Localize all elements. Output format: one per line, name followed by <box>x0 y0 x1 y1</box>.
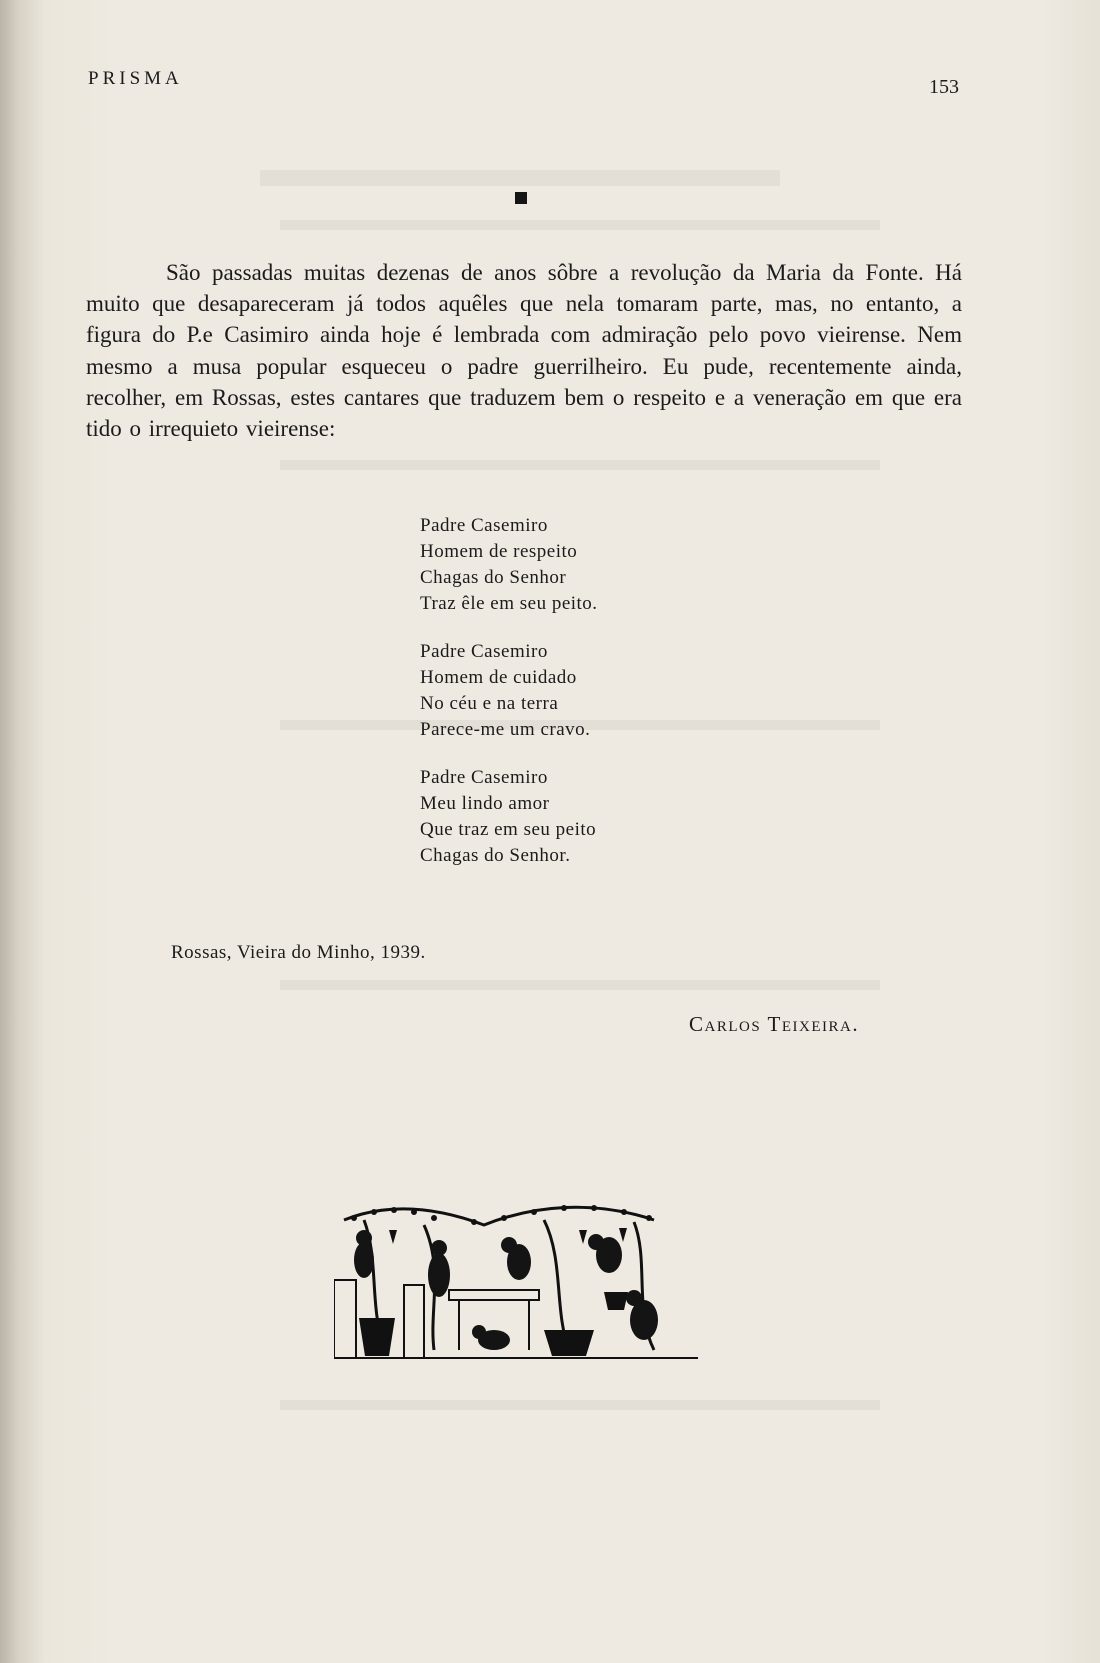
poem-stanza <box>420 765 598 869</box>
page-number: 153 <box>929 76 959 98</box>
poem-stanza <box>420 513 598 617</box>
poem-verse: Que traz em seu peito <box>420 819 597 840</box>
journal-title: PRISMA <box>88 68 183 89</box>
poem-verse: Parece-me um cravo. <box>420 719 591 740</box>
poem-verse: Padre Casemiro <box>420 641 548 662</box>
intro-paragraph-block <box>86 257 962 444</box>
author-signature: Carlos Teixeira. <box>689 1012 860 1036</box>
poem-stanza <box>420 639 598 743</box>
poem-verse: Padre Casemiro <box>420 515 548 536</box>
poem-verse: Chagas do Senhor <box>420 567 567 588</box>
poem-verse: Homem de cuidado <box>420 667 577 688</box>
poem-verse: Padre Casemiro <box>420 767 548 788</box>
intro-paragraph: São passadas muitas dezenas de anos sôbre a revolução da Maria da Fonte. Há muito que desapareceram já todos aquêles que nela tomaram parte, mas, no entanto, a figura do P.e Casimiro ainda hoje é lembrada com admiração pelo povo vieirense. Nem mesmo a musa popular esqueceu o padre guerrilheiro. Eu pude, recentemente ainda, recolher, em Rossas, estes cantares que traduzem bem o respeito e a veneração em que era tido o irrequieto vieirense: <box>86 260 962 442</box>
place-date: Rossas, Vieira do Minho, 1939. <box>171 942 426 963</box>
poem-verse: Traz êle em seu peito. <box>420 593 598 614</box>
poem-verse: No céu e na terra <box>420 693 559 714</box>
poem-verse: Homem de respeito <box>420 541 578 562</box>
poem <box>420 513 598 891</box>
poem-verse: Meu lindo amor <box>420 793 550 814</box>
grape-harvest-illustration-icon <box>334 1200 698 1364</box>
square-bullet-icon <box>515 192 527 204</box>
poem-verse: Chagas do Senhor. <box>420 845 571 866</box>
